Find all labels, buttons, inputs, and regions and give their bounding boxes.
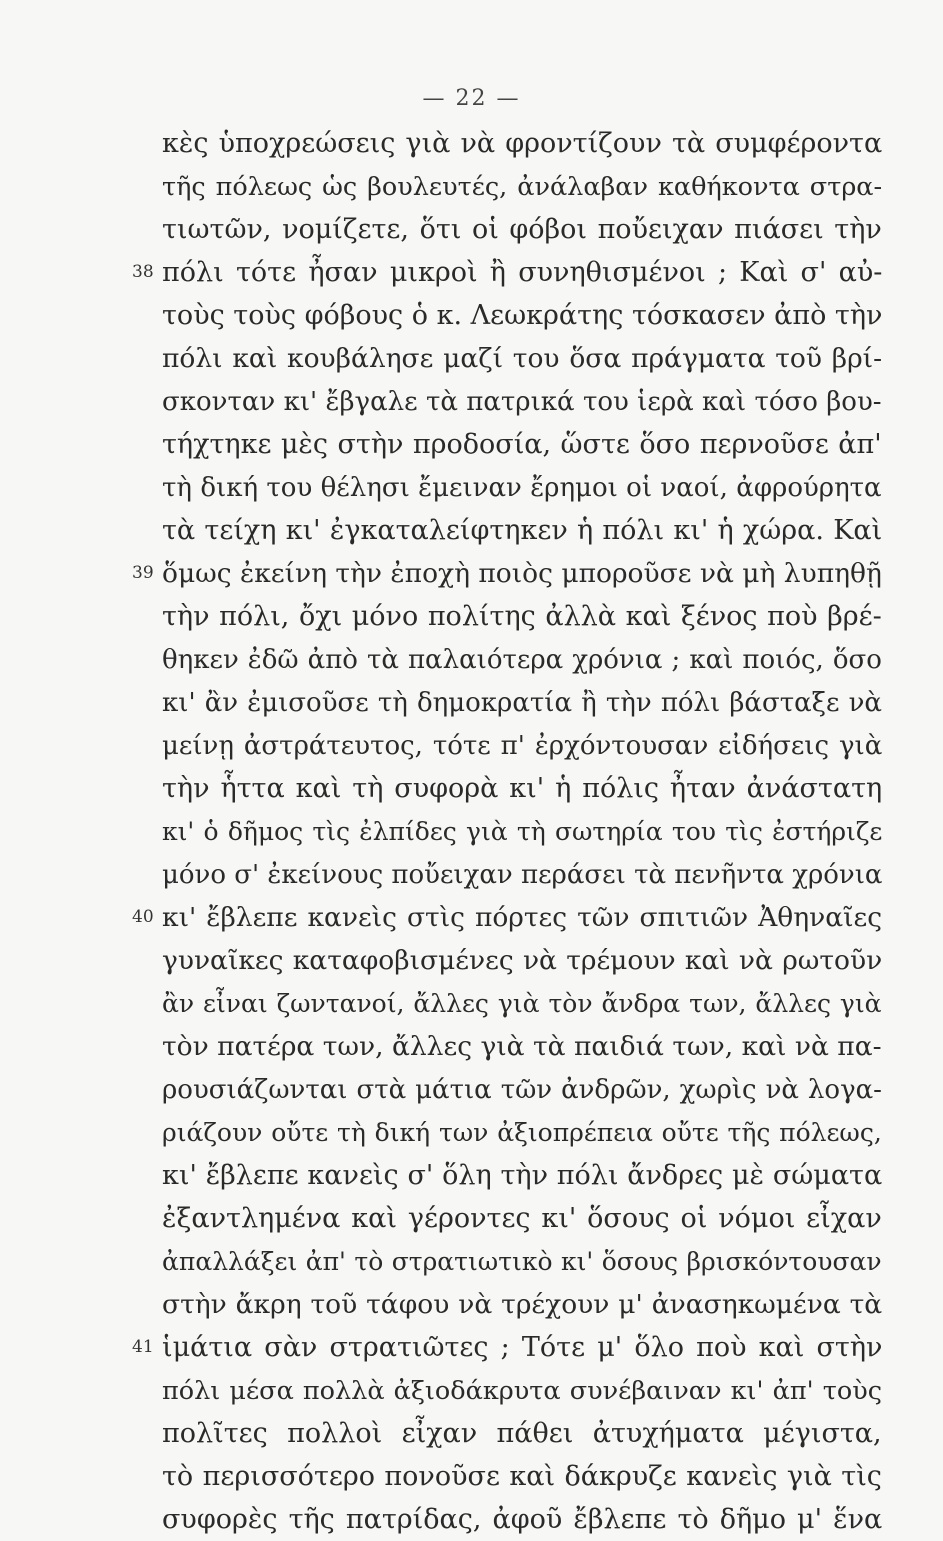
text-line [162,767,882,810]
text-line [132,552,882,595]
text-line [162,509,882,552]
text-line [162,982,882,1025]
margin-section-number: 39 [132,563,154,583]
line-text: τὴν πόλι, ὄχι μόνο πολίτης ἀλλὰ καὶ ξένος ποὺ βρέ- [162,601,882,632]
text-line [162,423,882,466]
line-text: πόλι μέσα πολλὰ ἀξιοδάκρυτα συνέβαιναν κι' ἀπ' τοὺς [162,1376,883,1406]
line-text: ἱμάτια σὰν στρατιῶτες ; Τότε μ' ὅλο ποὺ καὶ στὴν [162,1332,883,1363]
line-text: ἐξαντλημένα καὶ γέροντες κι' ὅσους οἱ νόμοι εἶχαν [162,1203,882,1234]
line-text: ἀπαλλάξει ἀπ' τὸ στρατιωτικὸ κι' ὅσους βρισκόντουσαν [162,1247,882,1276]
body-text [132,122,883,1541]
line-text: κι' ὁ δῆμος τὶς ἐλπίδες γιὰ τὴ σωτηρία του τὶς ἐστήριζε [162,817,883,846]
line-text: ὅμως ἐκείνη τὴν ἐποχὴ ποιὸς μποροῦσε νὰ μὴ λυπηθῇ [162,558,882,589]
text-line [162,724,882,767]
line-text: τοὺς τοὺς φόβους ὁ κ. Λεωκράτης τόσκασεν ἀπὸ τὴν [162,300,883,331]
line-text: στὴν ἄκρη τοῦ τάφου νὰ τρέχουν μ' ἀνασηκωμένα τὰ [162,1289,883,1320]
text-line [162,1025,882,1068]
text-line [162,208,882,251]
text-line [162,939,882,982]
text-line [162,595,882,638]
text-line [132,896,883,939]
line-text: θηκεν ἐδῶ ἀπὸ τὰ παλαιότερα χρόνια ; καὶ ποιός, ὅσο [162,645,882,675]
line-text: τὴν ἧττα καὶ τὴ συφορὰ κι' ἡ πόλις ἦταν ἀνάστατη [162,773,883,804]
text-line [162,638,882,681]
text-line [162,380,882,423]
text-line [162,466,882,509]
text-line [162,681,882,724]
text-line [162,1111,882,1154]
text-line [162,1455,882,1498]
line-text: κὲς ὑποχρεώσεις γιὰ νὰ φροντίζουν τὰ συμφέροντα [162,128,883,159]
line-text: τὴ δική του θέλησι ἔμειναν ἔρημοι οἱ ναοί, ἀφρούρητα [162,473,882,503]
line-text: κι' ἔβλεπε κανεὶς στὶς πόρτες τῶν σπιτιῶν Ἀθηναῖες [162,902,883,933]
text-line [162,1412,882,1455]
margin-section-number: 41 [132,1337,154,1357]
line-text: πόλι καὶ κουβάλησε μαζί του ὅσα πράγματα τοῦ βρί- [162,343,883,374]
text-line [162,1197,882,1240]
line-text: τῆς πόλεως ὡς βουλευτές, ἀνάλαβαν καθήκοντα στρα- [162,172,883,202]
line-text: τὸν πατέρα των, ἄλλες γιὰ τὰ παιδιά των, καὶ νὰ πα- [162,1031,882,1062]
line-text: συφορὲς τῆς πατρίδας, ἀφοῦ ἔβλεπε τὸ δῆμο μ' ἕνα [162,1504,883,1535]
line-text: πόλι τότε ἦσαν μικροὶ ἢ συνηθισμένοι ; Καὶ σ' αὐ- [162,257,883,288]
text-line [162,1369,882,1412]
line-text: πολῖτες πολλοὶ εἶχαν πάθει ἀτυχήματα μέγιστα, [162,1418,882,1449]
margin-section-number: 40 [132,907,154,927]
text-line [162,122,882,165]
line-text: τὸ περισσότερο πονοῦσε καὶ δάκρυζε κανεὶς γιὰ τὶς [162,1461,882,1492]
line-text: κι' ἂν ἐμισοῦσε τὴ δημοκρατία ἢ τὴν πόλι βάσταξε νὰ [162,688,882,718]
text-line [162,294,882,337]
text-line [162,810,882,853]
text-line [162,1283,882,1326]
text-line [162,1154,882,1197]
page-number: — 22 — [422,86,521,111]
margin-section-number: 38 [132,262,154,282]
text-line [162,1498,882,1541]
line-text: κι' ἔβλεπε κανεὶς σ' ὅλη τὴν πόλι ἄνδρες μὲ σώματα [162,1160,883,1191]
text-line [162,853,882,896]
line-text: ριάζουν οὔτε τὴ δική των ἀξιοπρέπεια οὔτε τῆς πόλεως, [162,1118,882,1147]
text-line [132,1326,883,1369]
text-line [162,165,882,208]
text-line [132,251,883,294]
text-line [162,337,882,380]
text-line [162,1240,882,1283]
line-text: τιωτῶν, νομίζετε, ὅτι οἱ φόβοι ποὔειχαν πιάσει τὴν [162,214,882,245]
line-text: τὰ τείχη κι' ἐγκαταλείφτηκεν ἡ πόλι κι' ἡ χώρα. Καὶ [162,515,883,546]
line-text: γυναῖκες καταφοβισμένες νὰ τρέμουν καὶ νὰ ρωτοῦν [162,945,883,976]
line-text: ρουσιάζωνται στὰ μάτια τῶν ἀνδρῶν, χωρὶς νὰ λογα- [162,1075,882,1105]
line-text: σκονταν κι' ἔβγαλε τὰ πατρικά του ἱερὰ καὶ τόσο βου- [162,387,882,417]
line-text: ἂν εἶναι ζωντανοί, ἄλλες γιὰ τὸν ἄνδρα των, ἄλλες γιὰ [162,989,882,1018]
line-text: μόνο σ' ἐκείνους ποὔειχαν περάσει τὰ πενῆντα χρόνια [162,860,883,890]
text-line [162,1068,882,1111]
line-text: τήχτηκε μὲς στὴν προδοσία, ὥστε ὅσο περνοῦσε ἀπ' [162,429,882,460]
line-text: μείνῃ ἀστράτευτος, τότε π' ἐρχόντουσαν εἰδήσεις γιὰ [162,731,883,761]
